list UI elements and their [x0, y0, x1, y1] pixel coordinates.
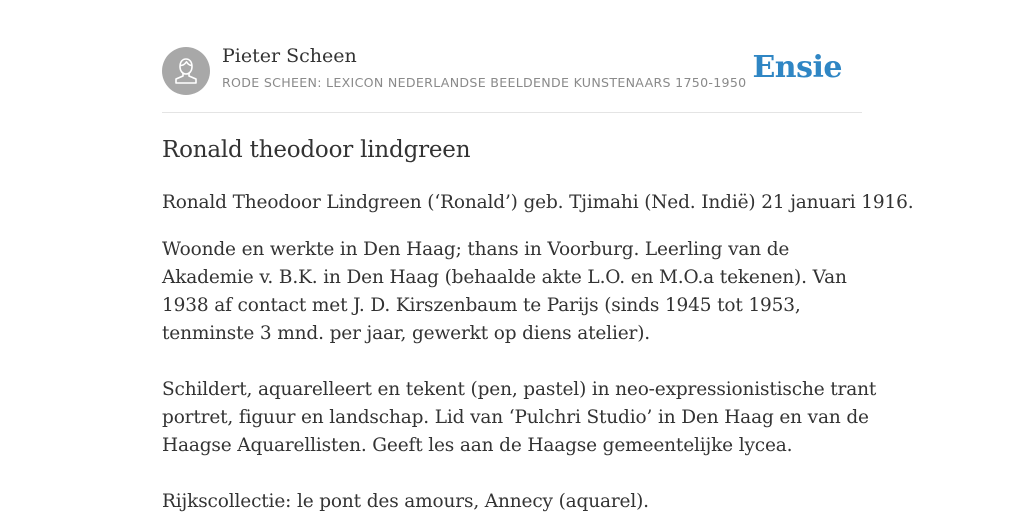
- article-title: Ronald theodoor lindgreen: [162, 137, 471, 163]
- user-silhouette-icon: [162, 47, 210, 95]
- article-body: [162, 189, 914, 512]
- ensie-logo[interactable]: Ensie: [752, 50, 842, 85]
- source-title[interactable]: RODE SCHEEN: LEXICON NEDERLANDSE BEELDENDE KUNSTENAARS 1750-1950: [222, 75, 747, 90]
- article-paragraph: Woonde en werkte in Den Haag; thans in Voorburg. Leerling van de Akademie v. B.K. in Den Haag (behaalde akte L.O. en M.O.a tekenen). Van 1938 af contact met J. D. Kirszenbaum te Parijs (sinds 1945 tot 1953, tenminste 3 mnd. per jaar, gewerkt op diens atelier).: [162, 239, 847, 344]
- article-paragraph: Ronald Theodoor Lindgreen (‘Ronald’) geb. Tjimahi (Ned. Indië) 21 januari 1916.: [162, 192, 914, 213]
- article-paragraph: Rijkscollectie: le pont des amours, Annecy (aquarel).: [162, 491, 649, 512]
- page-container: [162, 0, 914, 512]
- article-paragraph: Schildert, aquarelleert en tekent (pen, pastel) in neo-expressionistische trant portret, figuur en landschap. Lid van ‘Pulchri Studio’ in Den Haag en van de Haagse Aquarellisten. Geeft les aan de Haagse gemeentelijke lycea.: [162, 379, 877, 456]
- author-header: [162, 0, 862, 113]
- author-avatar[interactable]: [162, 47, 210, 95]
- author-name[interactable]: Pieter Scheen: [222, 45, 357, 67]
